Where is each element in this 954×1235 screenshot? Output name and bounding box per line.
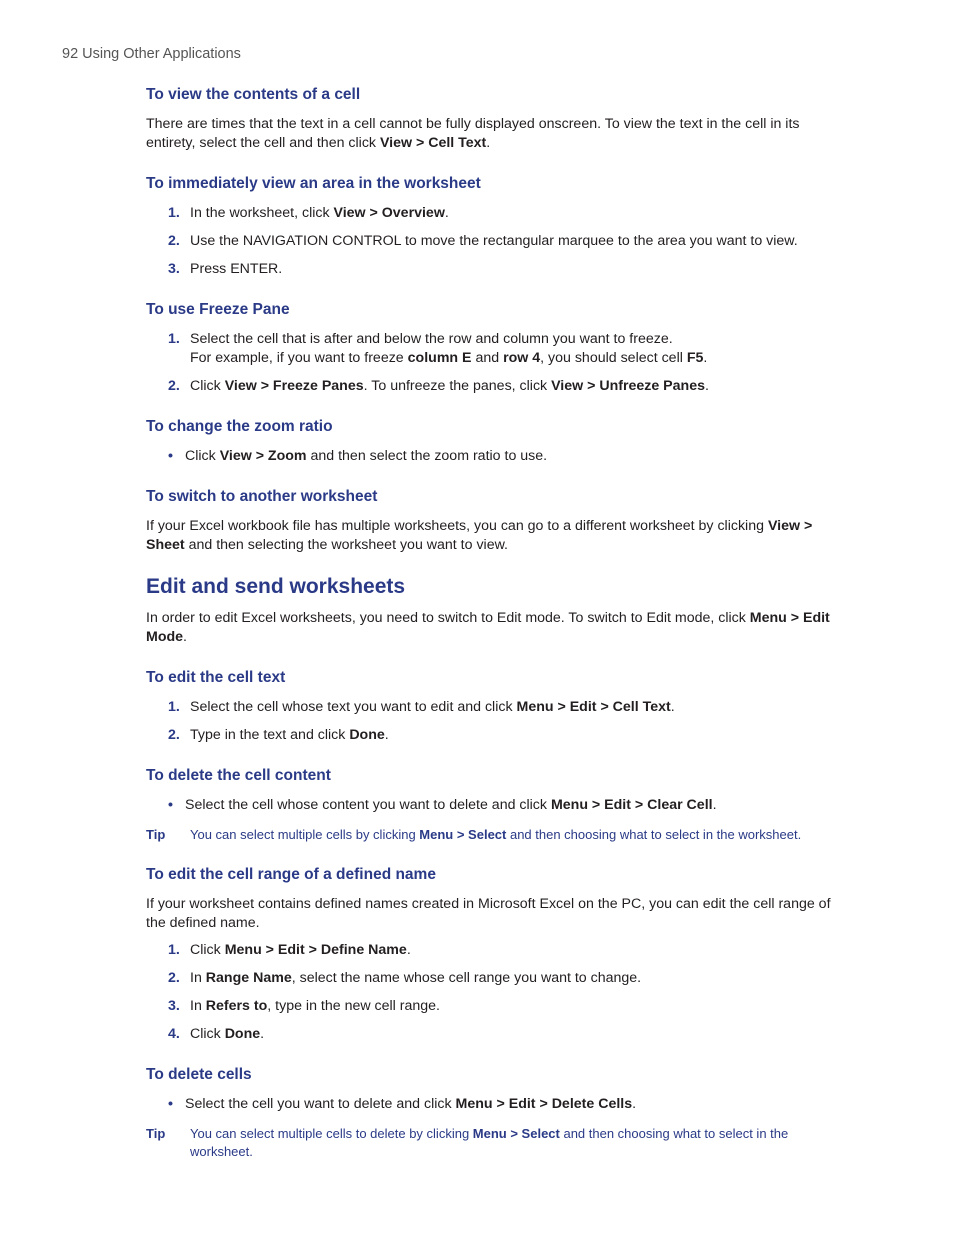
bold-text: View > Cell Text (379, 135, 487, 151)
text: . (632, 1096, 637, 1112)
bold-text: Done (349, 727, 385, 743)
text: If your Excel workbook file has multiple worksheets, you can go to a different worksheet by clicking (146, 518, 768, 534)
text: and (471, 350, 504, 366)
bold-text: Menu > Edit > Cell Text (516, 699, 671, 715)
text: and then choosing what to select in the worksheet. (506, 827, 802, 842)
list-item (146, 726, 852, 745)
text: You can select multiple cells by clicking (190, 827, 420, 842)
step-number: 3. (168, 998, 180, 1014)
list-item (146, 377, 852, 396)
bullets-delete-cells (146, 1095, 852, 1114)
paragraph-edit-defined-name: If your worksheet contains defined names created in Microsoft Excel on the PC, you can edit the cell range of the defined name. (146, 896, 831, 931)
step-number: 3. (168, 261, 180, 277)
bold-text: Menu > Edit > Define Name (224, 942, 407, 958)
step-number: 1. (168, 699, 180, 715)
text: , you should select cell (540, 350, 687, 366)
step-number: 2. (168, 378, 180, 394)
section-edit-send (146, 573, 852, 647)
steps-view-area (146, 204, 852, 279)
bold-text: View > Freeze Panes (224, 378, 364, 394)
bullet-icon: • (168, 448, 173, 464)
bold-text: F5 (686, 350, 704, 366)
text: Press ENTER. (190, 261, 283, 277)
text: In (190, 970, 206, 986)
text: . (670, 699, 675, 715)
list-item (146, 997, 852, 1016)
text: Click (190, 378, 225, 394)
page-content (146, 84, 852, 1181)
step-number: 1. (168, 331, 180, 347)
text: and then choosing what to select in the worksheet. (190, 1126, 789, 1159)
tip-text (146, 826, 852, 844)
text: There are times that the text in a cell cannot be fully displayed onscreen. To view the text in the cell in its entirety, select the cell and then click (146, 116, 800, 151)
list-item (146, 1025, 852, 1044)
step-number: 4. (168, 1026, 180, 1042)
text: In order to edit Excel worksheets, you need to switch to Edit mode. To switch to Edit mode, click (146, 610, 750, 626)
text: In (190, 998, 206, 1014)
text: Click (190, 1026, 225, 1042)
step-number: 2. (168, 727, 180, 743)
heading-edit-send-worksheets: Edit and send worksheets (146, 575, 406, 598)
list-item (146, 698, 852, 717)
section-zoom-ratio (146, 416, 852, 466)
bold-text: column E (407, 350, 472, 366)
section-delete-cells (146, 1064, 852, 1161)
section-edit-defined-name (146, 864, 852, 1044)
section-delete-cell-content (146, 765, 852, 844)
step-number: 1. (168, 942, 180, 958)
text: You can select multiple cells to delete by clicking (190, 1126, 473, 1141)
heading-view-cell-contents: To view the contents of a cell (146, 86, 361, 103)
running-head: 92 Using Other Applications (62, 46, 241, 62)
heading-delete-cell-content: To delete the cell content (146, 767, 331, 784)
text: . To unfreeze the panes, click (363, 378, 552, 394)
bold-text: View > Unfreeze Panes (551, 378, 705, 394)
text: Select the cell whose text you want to edit and click (190, 699, 517, 715)
list-item (146, 796, 852, 815)
section-freeze-pane (146, 299, 852, 396)
heading-edit-cell-text: To edit the cell text (146, 669, 286, 686)
list-item (146, 204, 852, 223)
list-item (146, 330, 852, 368)
text: , type in the new cell range. (267, 998, 440, 1014)
text: . (705, 378, 709, 394)
section-edit-cell-text (146, 667, 852, 745)
bold-text: Menu > Select (472, 1126, 560, 1141)
text: Select the cell whose content you want to delete and click (185, 797, 551, 813)
paragraph-view-cell-contents (146, 115, 852, 153)
text: In the worksheet, click (190, 205, 334, 221)
paragraph-edit-send (146, 609, 852, 647)
heading-delete-cells: To delete cells (146, 1066, 252, 1083)
section-switch-worksheet (146, 486, 852, 555)
text: For example, if you want to freeze (190, 350, 408, 366)
step-number: 2. (168, 970, 180, 986)
steps-edit-cell-text (146, 698, 852, 745)
bullet-icon: • (168, 797, 173, 813)
bold-text: Menu > Edit > Clear Cell (550, 797, 713, 813)
bullets-zoom-ratio (146, 447, 852, 466)
heading-edit-defined-name: To edit the cell range of a defined name (146, 866, 436, 883)
heading-freeze-pane: To use Freeze Pane (146, 301, 290, 318)
step-number: 2. (168, 233, 180, 249)
heading-view-area: To immediately view an area in the worksheet (146, 175, 481, 192)
bold-text: Menu > Edit > Delete Cells (455, 1096, 633, 1112)
section-view-cell-contents (146, 84, 852, 153)
text: . (260, 1026, 265, 1042)
steps-edit-defined-name (146, 941, 852, 1044)
tip-label: Tip (146, 827, 166, 842)
text: Select the cell that is after and below the row and column you want to freeze. (190, 331, 673, 347)
bold-text: Range Name (205, 970, 292, 986)
bold-text: Refers to (205, 998, 268, 1014)
bold-text: Menu > Select (419, 827, 507, 842)
text: and then selecting the worksheet you want to view. (184, 537, 508, 553)
text: Type in the text and click (190, 727, 350, 743)
heading-switch-worksheet: To switch to another worksheet (146, 488, 378, 505)
steps-freeze-pane (146, 330, 852, 396)
bullet-icon: • (168, 1096, 173, 1112)
text: , select the name whose cell range you want to change. (291, 970, 642, 986)
list-item (146, 232, 852, 251)
tip-note (146, 826, 852, 844)
tip-label: Tip (146, 1126, 166, 1141)
tip-note (146, 1125, 852, 1161)
list-item (146, 969, 852, 988)
bold-text: row 4 (503, 350, 541, 366)
text: . (444, 205, 449, 221)
text: . (406, 942, 411, 958)
text: and then select the zoom ratio to use. (306, 448, 548, 464)
text: Select the cell you want to delete and click (185, 1096, 456, 1112)
heading-zoom-ratio: To change the zoom ratio (146, 418, 333, 435)
text: Click (185, 448, 220, 464)
bullets-delete-cell-content (146, 796, 852, 815)
tip-text (146, 1125, 852, 1161)
list-item (146, 1095, 852, 1114)
text: Use the NAVIGATION CONTROL to move the rectangular marquee to the area you want to view. (190, 233, 798, 249)
step-number: 1. (168, 205, 180, 221)
paragraph-switch-worksheet (146, 517, 852, 555)
text: . (183, 629, 187, 645)
list-item (146, 447, 852, 466)
text: Click (190, 942, 225, 958)
bold-text: View > Zoom (219, 448, 307, 464)
text: . (712, 797, 717, 813)
section-view-area (146, 173, 852, 279)
list-item (146, 941, 852, 960)
bold-text: Done (224, 1026, 261, 1042)
bold-text: View > Overview (333, 205, 445, 221)
list-item (146, 260, 852, 279)
bold-text: View > Sheet (146, 518, 813, 553)
text: . (703, 350, 708, 366)
text: . (486, 135, 491, 151)
bold-text: Menu > Edit Mode (146, 610, 830, 645)
text: . (384, 727, 389, 743)
